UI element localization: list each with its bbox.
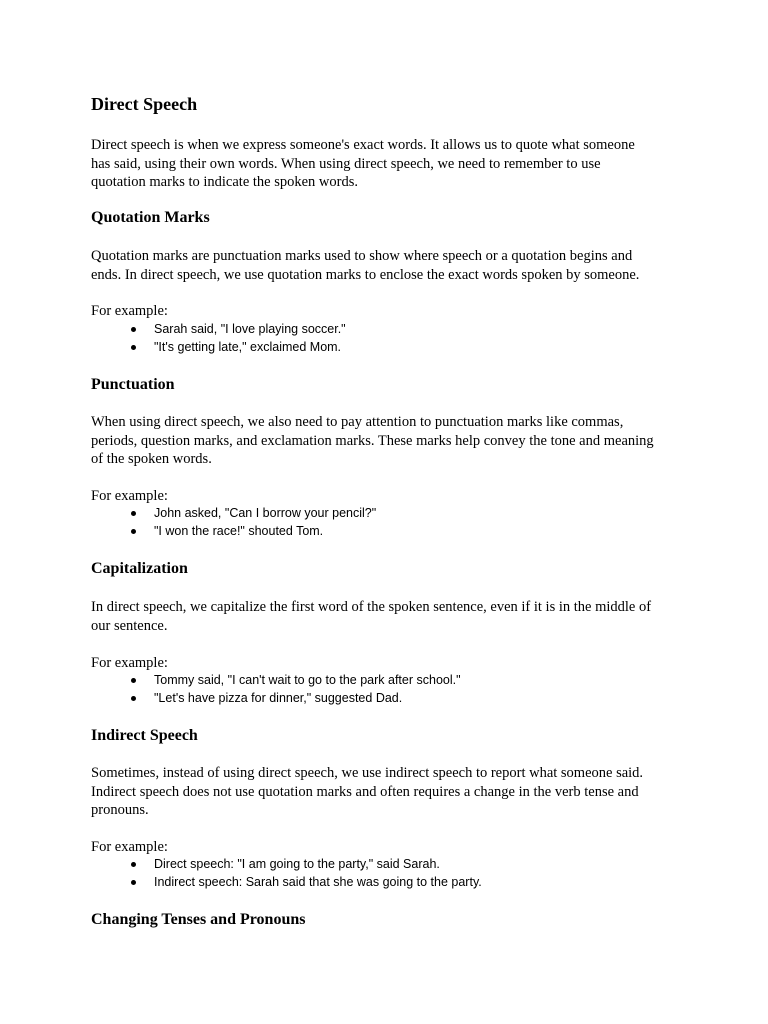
example-list xyxy=(128,671,461,707)
example-text: Direct speech: "I am going to the party," said Sarah. xyxy=(154,857,440,871)
intro-line: quotation marks to indicate the spoken words. xyxy=(91,174,358,190)
list-item xyxy=(128,338,346,356)
paragraph-line: ends. In direct speech, we use quotation marks to enclose the exact words spoken by someone. xyxy=(91,266,640,283)
intro-line: has said, using their own words. When using direct speech, we need to remember to use xyxy=(91,155,601,172)
list-item xyxy=(128,320,346,338)
paragraph-line: pronouns. xyxy=(91,802,149,818)
example-label: For example: xyxy=(91,488,168,504)
bullet-icon xyxy=(131,511,136,516)
example-list xyxy=(128,855,482,891)
page-title: Direct Speech xyxy=(91,94,198,114)
paragraph-line: Indirect speech does not use quotation marks and often requires a change in the verb tense and xyxy=(91,783,639,800)
capitalization-paragraph xyxy=(91,598,691,635)
list-item xyxy=(128,689,461,707)
bullet-icon xyxy=(131,529,136,534)
list-item xyxy=(128,522,376,540)
punctuation-paragraph xyxy=(91,413,691,469)
section-heading-punctuation: Punctuation xyxy=(91,376,175,393)
example-label: For example: xyxy=(91,839,168,855)
intro-paragraph xyxy=(91,136,691,192)
indirect-speech-paragraph xyxy=(91,764,691,820)
paragraph-line: our sentence. xyxy=(91,617,168,634)
bullet-icon xyxy=(131,862,136,867)
bullet-icon xyxy=(131,327,136,332)
list-item xyxy=(128,671,461,689)
paragraph-line: In direct speech, we capitalize the first word of the spoken sentence, even if it is in the middle of xyxy=(91,599,652,615)
paragraph-line: Quotation marks are punctuation marks used to show where speech or a quotation begins and xyxy=(91,248,633,264)
section-heading-indirect-speech: Indirect Speech xyxy=(91,727,198,744)
list-item xyxy=(128,504,376,522)
bullet-icon xyxy=(131,345,136,350)
example-text: "It's getting late," exclaimed Mom. xyxy=(154,340,342,354)
example-text: "I won the race!" shouted Tom. xyxy=(154,524,324,538)
intro-line: Direct speech is when we express someone's exact words. It allows us to quote what someone xyxy=(91,137,635,153)
paragraph-line: of the spoken words. xyxy=(91,451,212,467)
example-label: For example: xyxy=(91,655,168,671)
example-text: Indirect speech: Sarah said that she was going to the party. xyxy=(154,875,482,889)
list-item xyxy=(128,873,482,891)
paragraph-line: Sometimes, instead of using direct speech, we use indirect speech to report what someone said. xyxy=(91,765,644,781)
quotation-marks-paragraph xyxy=(91,247,691,284)
bullet-icon xyxy=(131,696,136,701)
paragraph-line: periods, question marks, and exclamation marks. These marks help convey the tone and meaning xyxy=(91,432,654,449)
example-list xyxy=(128,504,376,540)
example-label: For example: xyxy=(91,303,168,319)
example-text: John asked, "Can I borrow your pencil?" xyxy=(154,506,377,520)
section-heading-capitalization: Capitalization xyxy=(91,560,188,577)
list-item xyxy=(128,855,482,873)
paragraph-line: When using direct speech, we also need to pay attention to punctuation marks like commas, xyxy=(91,414,624,430)
section-heading-quotation-marks: Quotation Marks xyxy=(91,209,210,226)
bullet-icon xyxy=(131,678,136,683)
bullet-icon xyxy=(131,880,136,885)
example-text: Sarah said, "I love playing soccer." xyxy=(154,322,346,336)
example-list xyxy=(128,320,346,356)
section-heading-changing-tenses: Changing Tenses and Pronouns xyxy=(91,911,306,928)
example-text: "Let's have pizza for dinner," suggested Dad. xyxy=(154,691,403,705)
example-text: Tommy said, "I can't wait to go to the park after school." xyxy=(154,673,461,687)
